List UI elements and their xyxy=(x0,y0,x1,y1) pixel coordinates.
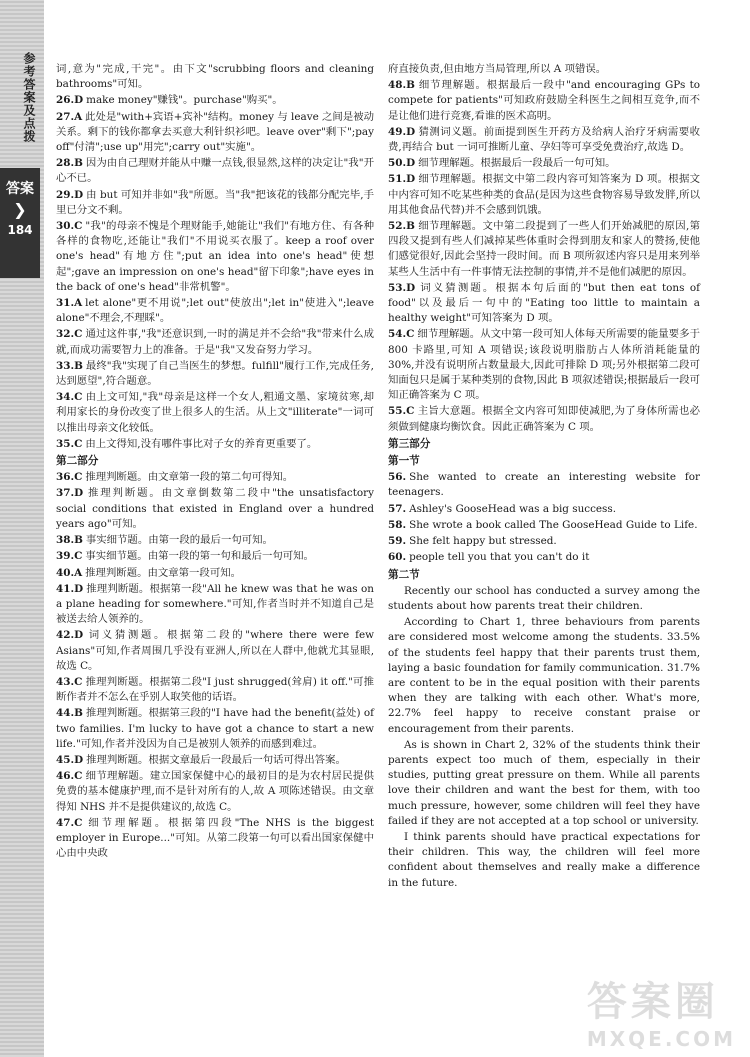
answer-item xyxy=(388,219,700,280)
answer-item xyxy=(388,404,700,434)
answer-item-number: 47.C xyxy=(56,816,83,829)
section-3-heading: 第三部分 xyxy=(388,437,431,450)
short-answer xyxy=(388,550,700,565)
answer-item xyxy=(56,327,374,357)
sidebar xyxy=(0,0,44,1057)
answer-item-text: 词义猜测题。根据第二段的"where there were few Asians"可知,作者周围几乎没有亚洲人,所以在人群中,他就尤其显眼,故选 C。 xyxy=(56,629,374,672)
answer-item-number: 45.D xyxy=(56,753,84,766)
sidebar-page-tab xyxy=(0,168,40,278)
short-answer xyxy=(388,470,700,500)
right-column xyxy=(388,62,700,892)
answer-item-text: let alone"更不用说";let out"使放出";let in"使进入";leave alone"不理会,不理睬"。 xyxy=(56,297,374,325)
answer-item-text: 细节理解题。根据第四段"The NHS is the biggest employer in Europe..."可知。从第二段第一句可以看出国家保健中心由中央政 xyxy=(56,816,374,860)
essay-paragraph: According to Chart 1, three behaviours from parents are considered most welcome among the students. 33.5% of the students feel happy that their parents trust them, laying a basic foundation for family communication. 31.7% are content to be in the equal position with their parents when they are talking with each other. What's more, 22.7% feel happy to receive constant praise or encouragement from their parents. xyxy=(388,616,700,735)
answer-item-number: 29.D xyxy=(56,188,84,201)
answer-item xyxy=(56,549,374,564)
answer-item xyxy=(56,359,374,389)
subsection-2-heading: 第二节 xyxy=(388,568,420,581)
answer-item xyxy=(56,390,374,436)
right-intro: 府直接负责,但由地方当局管理,所以 A 项错误。 xyxy=(388,63,607,75)
answer-item-number: 49.D xyxy=(388,125,416,138)
answer-item-number: 32.C xyxy=(56,328,83,341)
answer-item-text: 由上文得知,没有哪件事比对子女的养育更重要了。 xyxy=(85,437,318,450)
answer-item-text: 由 but 可知并非如"我"所愿。当"我"把该花的钱都分配完毕,手里已分文不剩。 xyxy=(56,188,374,216)
answer-item-text: 细节理解题。建立国家保健中心的最初目的是为农村居民提供免费的基本健康护理,而不是针对所有的人,故 A 项陈述错误。由文章得知 NHS 并不是提供建议的,故选 C。 xyxy=(56,770,374,813)
answer-item xyxy=(56,566,374,581)
answer-item-text: 推理判断题。由文章倒数第二段中"the unsatisfactory social conditions that existed in England over a hundred years ago"可知。 xyxy=(56,487,374,530)
answer-item-text: 事实细节题。由第一段的第一句和最后一句可知。 xyxy=(85,550,314,563)
page-number: 184 xyxy=(7,223,33,237)
answer-item xyxy=(56,93,374,108)
answer-item xyxy=(56,706,374,752)
answer-item-number: 40.A xyxy=(56,566,83,579)
answer-item-number: 51.D xyxy=(388,173,416,186)
answer-item-number: 44.B xyxy=(56,707,83,720)
answer-item-text: 因为由自己理财并能从中赚一点钱,很显然,这样的决定让"我"开心不已。 xyxy=(56,157,374,185)
answer-item-text: 细节理解题。根据最后一段最后一句可知。 xyxy=(418,157,616,170)
watermark-line1: 答案圈 xyxy=(586,979,719,1025)
short-answer-number: 58. xyxy=(388,518,407,531)
answer-item xyxy=(388,125,700,155)
answer-item xyxy=(56,188,374,218)
short-answer xyxy=(388,502,700,517)
answer-item xyxy=(56,296,374,326)
answer-item-number: 38.B xyxy=(56,534,83,547)
answer-item-number: 27.A xyxy=(56,110,83,123)
answer-item-number: 52.B xyxy=(388,220,415,233)
short-answer-number: 56. xyxy=(388,471,407,484)
answer-item xyxy=(56,753,374,768)
left-column xyxy=(56,62,374,862)
answer-item-text: 推理判断题。由文章第一段的第二句可得知。 xyxy=(85,471,294,484)
answer-item-number: 55.C xyxy=(388,405,415,418)
answer-item-text: 主旨大意题。根据全文内容可知即使减肥,为了身体所需也必须做到健康均衡饮食。因此正确答案为 C 项。 xyxy=(388,405,700,433)
answer-item-number: 42.D xyxy=(56,629,84,642)
answer-item-text: 推理判断题。根据第一段"All he knew was that he was on a plane heading for somewhere."可知,作者当时并不知道自己是被送去给人领养的。 xyxy=(56,582,374,626)
short-answer-text: She wrote a book called The GooseHead Guide to Life. xyxy=(409,518,698,531)
answer-item-number: 37.D xyxy=(56,487,84,500)
answer-item xyxy=(56,486,374,532)
answer-item-text: 推理判断题。由文章第一段可知。 xyxy=(85,566,241,579)
answer-item-number: 30.C xyxy=(56,220,83,233)
answer-item-text: make money"赚钱"。purchase"购买"。 xyxy=(86,94,283,107)
answer-item-text: "我"的母亲不愧是个理财能手,她能让"我们"有地方住、有各种各样的食物吃,还能让"我们"不用说买衣服了。keep a roof over one's head"有地方住";put an idea into one's head"使想起";gave an impression on one's head"留下印象";have eyes in the back of one's head"非常机警"。 xyxy=(56,220,374,293)
essay-paragraph: As is shown in Chart 2, 32% of the students think their parents expect too much of them, especially in their studies, putting great pressure on them. While all parents love their children and want the best for them, with too much pressure, however, some children will feel they have failed if they are not accepted at a top school or university. xyxy=(388,738,700,827)
answer-item xyxy=(388,156,700,171)
answer-item-number: 34.C xyxy=(56,391,83,404)
left-intro: 词,意为"完成,干完"。由下文"scrubbing floors and cleaning bathrooms"可知。 xyxy=(56,63,374,91)
answer-item-number: 48.B xyxy=(388,79,415,92)
answer-item xyxy=(56,533,374,548)
answer-item-number: 31.A xyxy=(56,297,83,310)
answer-item-number: 50.D xyxy=(388,157,416,170)
answer-item-number: 43.C xyxy=(56,675,83,688)
answer-item xyxy=(56,437,374,452)
answer-item xyxy=(56,628,374,674)
short-answer-number: 57. xyxy=(388,502,407,515)
answer-item xyxy=(56,219,374,295)
answer-item-number: 33.B xyxy=(56,359,83,372)
answer-item-text: 推理判断题。根据第二段"I just shrugged(耸肩) it off."可推断作者并不怎么在乎别人取笑他的话语。 xyxy=(56,675,374,704)
short-answer-text: people tell you that you can't do it xyxy=(409,551,590,564)
short-answer-number: 59. xyxy=(388,535,407,548)
essay xyxy=(388,584,700,891)
answer-item-text: 细节理解题。从文中第一段可知人体每天所需要的能量要多于 800 卡路里,可知 A 项错误;该段说明脂肪占人体所消耗能量的 30%,并没有说明所占数量最大,因此可排除 D 项;另外根据第二段可知面包只是属于某种类别的食物,因此 B 项叙述错误;根据最后一段可知正确答案为 C 项。 xyxy=(388,328,700,402)
short-answer-number: 60. xyxy=(388,551,407,564)
subsection-1-heading: 第一节 xyxy=(388,455,420,468)
answer-item-number: 54.C xyxy=(388,328,415,341)
answer-item-text: 通过这件事,"我"还意识到,一时的满足并不会给"我"带来什么成就,而成功需要智力上的准备。于是"我"又发奋努力学习。 xyxy=(56,328,374,356)
answer-item-text: 细节理解题。根据最后一段中"and encouraging GPs to compete for patients"可知政府鼓励全科医生之间相互竞争,而不是让他们进行竞赛,看谁的医术高明。 xyxy=(388,79,700,122)
sidebar-tab-label: 答案 xyxy=(6,181,34,197)
sidebar-title: 参考答案及点拨 xyxy=(22,52,36,143)
answer-item-number: 39.C xyxy=(56,550,83,563)
answer-item-number: 53.D xyxy=(388,281,416,294)
answer-item-text: 最终"我"实现了自己当医生的梦想。fulfill"履行工作,完成任务,达到愿望",符合题意。 xyxy=(56,359,374,388)
answer-item xyxy=(56,470,374,485)
answer-item xyxy=(56,769,374,815)
section-2-heading: 第二部分 xyxy=(56,455,99,468)
answer-item-number: 46.C xyxy=(56,770,83,783)
answer-item-text: 猜测词义题。前面提到医生开药方及给病人治疗牙病需要收费,再结合 but 一词可推断儿童、孕妇等可享受免费治疗,故选 D。 xyxy=(388,125,700,154)
short-answer xyxy=(388,534,700,549)
watermark-line2: MXQE.COM xyxy=(586,1027,736,1051)
answer-item xyxy=(388,78,700,124)
short-answer-text: She wanted to create an interesting website for teenagers. xyxy=(388,471,700,499)
answer-item-text: 此处是"with+宾语+宾补"结构。money 与 leave 之间是被动关系。剩下的钱你都拿去买意大利针织衫吧。leave over"剩下";pay off"付清";use up"用完";carry out"实施"。 xyxy=(56,110,374,154)
watermark-logo xyxy=(587,970,736,1051)
answer-item-number: 41.D xyxy=(56,582,84,595)
short-answer-text: Ashley's GooseHead was a big success. xyxy=(409,502,617,515)
answer-item-text: 推理判断题。根据第三段的"I have had the benefit(益处) of two families. I'm lucky to have got a chance to start a new life."可知,作者并没因为自己是被别人领养的而感到难过。 xyxy=(56,707,374,750)
short-answer-text: She felt happy but stressed. xyxy=(409,535,557,548)
answer-item-number: 35.C xyxy=(56,437,83,450)
answer-item-number: 26.D xyxy=(56,94,84,107)
answer-item xyxy=(56,816,374,862)
answer-item-text: 推理判断题。根据文章最后一段最后一句话可得出答案。 xyxy=(86,753,346,766)
answer-item xyxy=(56,110,374,156)
short-answer xyxy=(388,518,700,533)
answer-item xyxy=(56,675,374,705)
answer-item-number: 28.B xyxy=(56,157,83,170)
answer-item-text: 细节理解题。根据文中第二段内容可知答案为 D 项。根据文中内容可知不吃某些种类的食品(是因为这些食物容易导致发胖,所以用其他食品代替)并不会感到饥饿。 xyxy=(388,173,700,216)
answer-item xyxy=(388,172,700,218)
answer-item xyxy=(56,156,374,186)
answer-item-text: 事实细节题。由第一段的最后一句可知。 xyxy=(85,534,273,547)
answer-item xyxy=(388,281,700,327)
essay-paragraph: I think parents should have practical expectations for their children. This way, the children will feel more confident about themselves and really make a difference in the future. xyxy=(388,830,700,889)
answer-item-text: 细节理解题。文中第二段提到了一些人们开始减肥的原因,第四段又提到有些人们减掉某些体重时会得到朋友和家人的赞扬,使他们感觉很好,因此会坚持一段时间。而 B 项所叙述内容只是用来列举某些人生活中有一件事情无法控制的事情,并不是他们减肥的原因。 xyxy=(388,220,700,278)
answer-item-number: 36.C xyxy=(56,471,83,484)
answer-item xyxy=(56,582,374,628)
answer-item xyxy=(388,327,700,403)
answer-item-text: 由上文可知,"我"母亲是这样一个女人,粗通文墨、家境贫寒,却利用家长的身份改变了世上很多人的生活。从上文"illiterate"一词可以推出母亲文化较低。 xyxy=(56,391,374,434)
answer-item-text: 词义猜测题。根据本句后面的"but then eat tons of food"以及最后一句中的"Eating too little to maintain a healthy weight"可知答案为 D 项。 xyxy=(388,281,700,325)
chevron-right-icon: ❯ xyxy=(13,200,27,219)
essay-paragraph: Recently our school has conducted a survey among the students about how parents treat their children. xyxy=(388,584,700,612)
